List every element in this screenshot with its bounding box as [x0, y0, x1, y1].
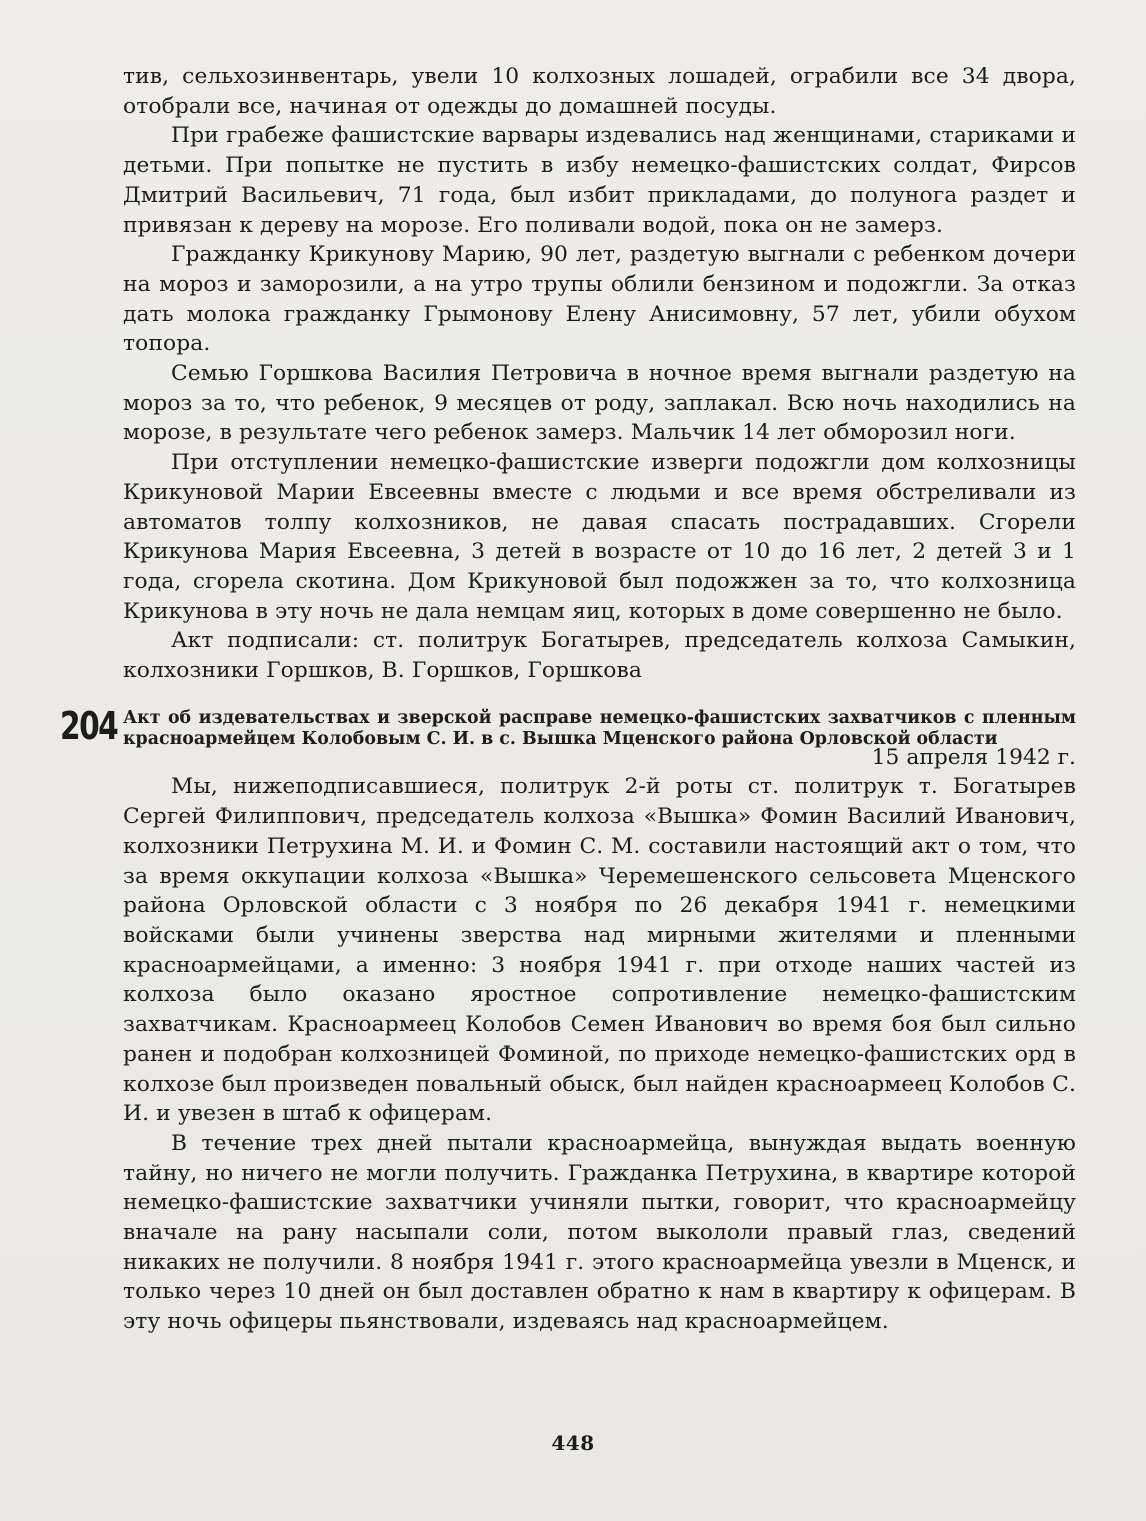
paragraph: При грабеже фашистские варвары издевались над женщинами, стариками и детьми. При попытке не пустить в избу немецко-фашистских солдат, Фирсов Дмитрий Васильевич, 71 года, был избит прикладами, до полунога раздет и привязан к дереву на морозе. Его поливали водой, пока он не замерз.	[123, 123, 1076, 238]
paragraph: В течение трех дней пытали красноармейца, вынуждая выдать военную тайну, но ничего не могли получить. Гражданка Петрухина, в квартире которой немецко-фашистские захватчики учиняли пытки, говорит, что красноармейцу вначале на рану насыпали соли, потом выкололи правый глаз, сведений никаких не получили. 8 ноября 1941 г. этого красноармейца увезли в Мценск, и только через 10 дней он был доставлен обратно к нам в квартиру к офицерам. В эту ночь офицеры пьянствовали, издеваясь над красноармейцем.	[123, 1130, 1076, 1335]
document-number: 204	[60, 703, 118, 748]
paragraph: тив, сельхозинвентарь, увели 10 колхозных лошадей, ограбили все 34 двора, отобрали все, начиная от одежды до домашней посуды.	[123, 64, 1076, 119]
document-title: Акт об издевательствах и зверской расправе немецко-фашистских захватчиков с пленным красноармейцем Колобовым С. И. в с. Вышка Мценского района Орловской области	[123, 707, 1076, 750]
paragraph: Мы, нижеподписавшиеся, политрук 2-й роты ст. политрук т. Богатырев Сергей Филиппович, председатель колхоза «Вышка» Фомин Василий Иванович, колхозники Петрухина М. И. и Фомин С. М. составили настоящий акт о том, что за время оккупации колхоза «Вышка» Черемешенского сельсовета Мценского района Орловской области с 3 ноября по 26 декабря 1941 г. немецкими войсками были учинены зверства над мирными жителями и пленными красноармейцами, а именно: 3 ноября 1941 г. при отходе наших частей из колхоза было оказано яростное сопротивление немецко-фашистским захватчикам. Красноармеец Колобов Семен Иванович во время боя был сильно ранен и подобран колхозницей Фоминой, по приходе немецко-фашистских орд в колхозе был произведен повальный обыск, был найден красноармеец Колобов С. И. и увезен в штаб к офицерам.	[123, 774, 1076, 1127]
document-204-header	[60, 703, 1076, 773]
paragraph: Гражданку Крикунову Марию, 90 лет, раздетую выгнали с ребенком дочери на мороз и заморозили, а на утро трупы облили бензином и подожгли. За отказ дать молока гражданку Грымонову Елену Анисимовну, 57 лет, убили обухом топора.	[123, 242, 1076, 357]
paragraph: Семью Горшкова Василия Петровича в ночное время выгнали раздетую на мороз за то, что ребенок, 9 месяцев от роду, заплакал. Всю ночь находились на морозе, в результате чего ребенок замерз. Мальчик 14 лет обморозил ноги.	[123, 361, 1076, 446]
signatures-paragraph: Акт подписали: ст. политрук Богатырев, председатель колхоза Самыкин, колхозники Горшков, В. Горшков, Горшкова	[123, 628, 1076, 684]
page-number: 448	[551, 1431, 595, 1455]
paragraph: При отступлении немецко-фашистские изверги подожгли дом колхозницы Крикуновой Марии Евсеевны вместе с людьми и все время обстреливали из автоматов толпу колхозников, не давая спасать пострадавших. Сгорели Крикунова Мария Евсеевна, 3 детей в возрасте от 10 до 16 лет, 2 детей 3 и 1 года, сгорела скотина. Дом Крикуновой был подожжен за то, что колхозница Крикунова в эту ночь не дала немцам яиц, которых в доме совершенно не было.	[123, 450, 1076, 624]
document-date: 15 апреля 1942 г.	[871, 744, 1076, 770]
page-body	[60, 62, 1076, 1337]
